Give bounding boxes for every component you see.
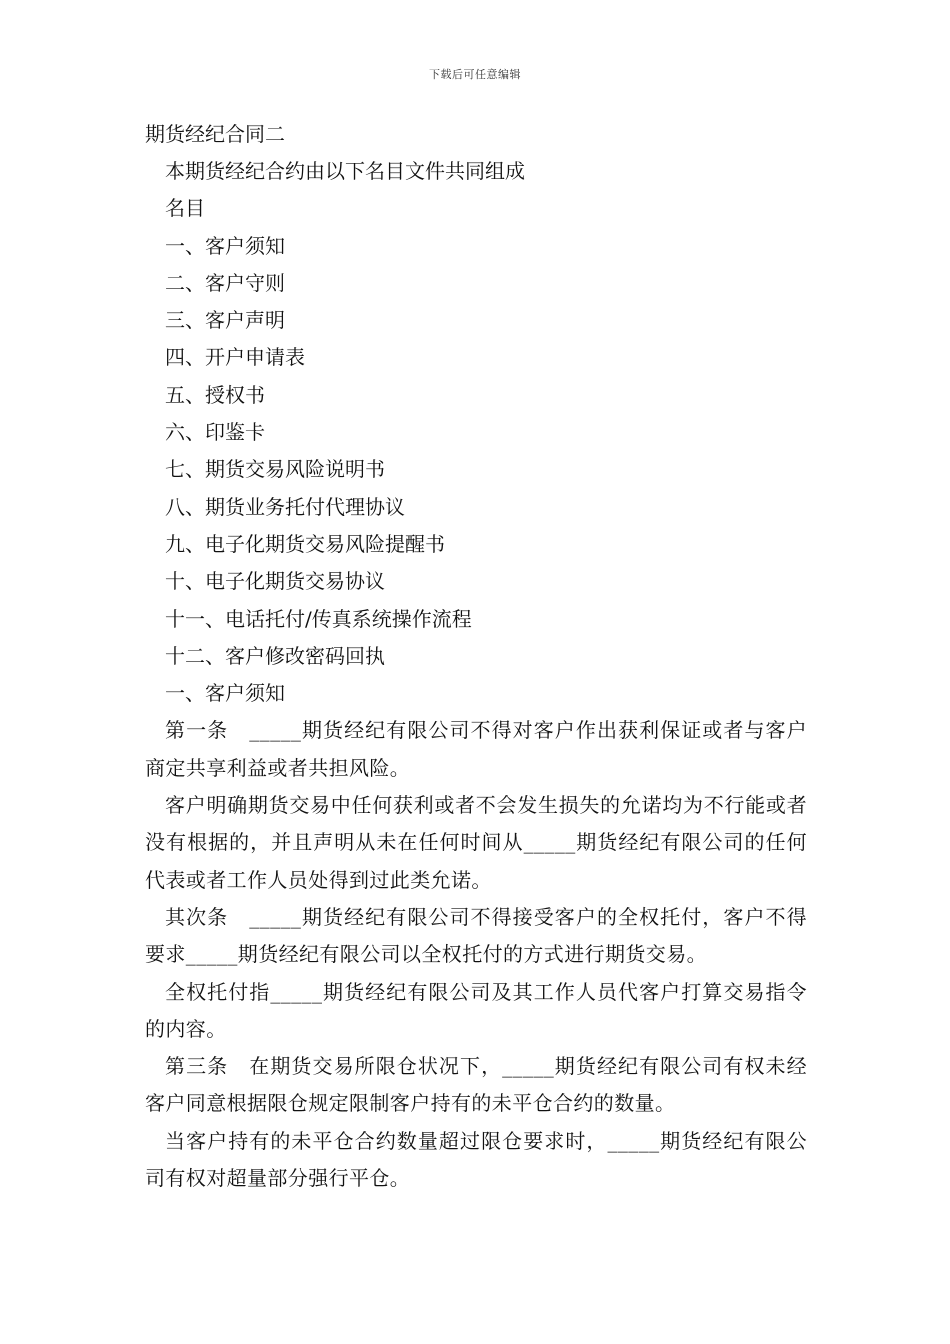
toc-item: 九、电子化期货交易风险提醒书 [165,531,445,556]
toc-item: 十、电子化期货交易协议 [165,569,385,594]
toc-heading: 名目 [165,196,205,221]
intro-line: 本期货经纪合约由以下名目文件共同组成 [165,159,525,183]
section-heading: 一、客户须知 [165,681,285,706]
clause-paragraph: 第三条 在期货交易所限仓状况下，_____期货经纪有限公司有权未经客户同意根据限仓规定限制客户持有的未平仓合约的数量。 [145,1054,807,1116]
toc-item: 四、开户申请表 [165,345,305,370]
clause-paragraph: 第一条 _____期货经纪有限公司不得对客户作出获利保证或者与客户商定共享利益或者共担风险。 [145,718,807,780]
clause-paragraph: 其次条 _____期货经纪有限公司不得接受客户的全权托付，客户不得要求_____期货经纪有限公司以全权托付的方式进行期货交易。 [145,904,807,967]
toc-item: 三、客户声明 [165,308,285,333]
toc-item: 十一、电话托付/传真系统操作流程 [165,606,472,631]
toc-item: 八、期货业务托付代理协议 [165,494,405,519]
clause-paragraph: 全权托付指_____期货经纪有限公司及其工作人员代客户打算交易指令的内容。 [145,979,807,1041]
toc-item: 十二、客户修改密码回执 [165,643,385,668]
toc-item: 二、客户守则 [165,270,285,295]
document-body [145,116,807,1197]
clause-paragraph: 当客户持有的未平仓合约数量超过限仓要求时，_____期货经纪有限公司有权对超量部分强行平仓。 [145,1128,807,1191]
clause-paragraph: 客户明确期货交易中任何获利或者不会发生损失的允诺均为不行能或者没有根据的，并且声明从未在任何时间从_____期货经纪有限公司的任何代表或者工作人员处得到过此类允诺。 [145,793,807,892]
toc-item: 一、客户须知 [165,233,285,258]
page-header: 下载后可任意编辑 [429,68,521,81]
toc-item: 七、期货交易风险说明书 [165,457,385,482]
document-title: 期货经纪合同二 [145,122,285,146]
toc-item: 六、印鉴卡 [165,420,265,445]
toc-item: 五、授权书 [165,382,265,407]
